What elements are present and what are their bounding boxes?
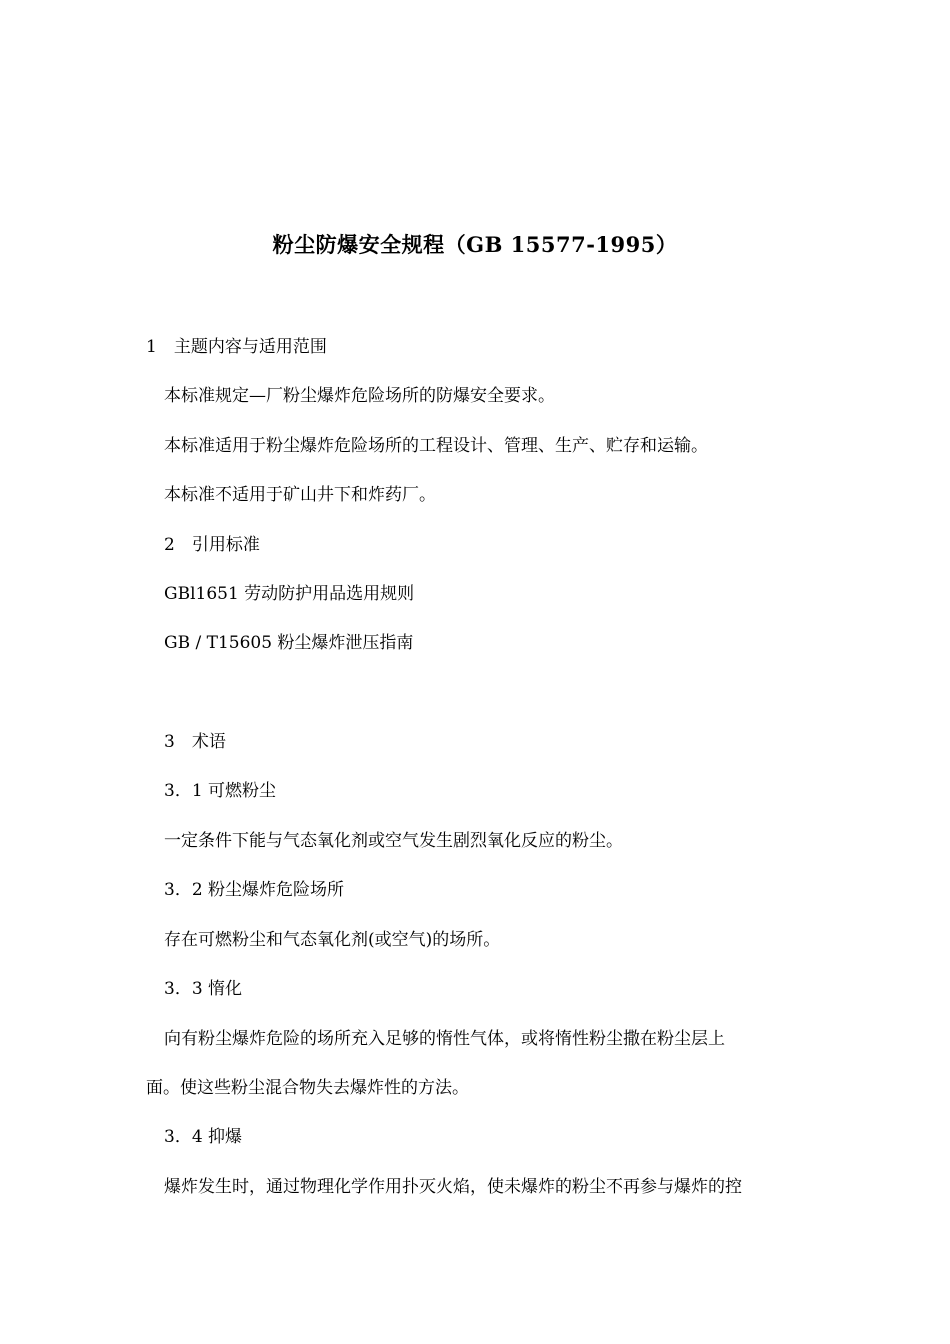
paragraph: 本标准不适用于矿山井下和炸药厂。	[164, 485, 436, 505]
paragraph: 本标准适用于粉尘爆炸危险场所的工程设计、管理、生产、贮存和运输。	[164, 436, 708, 456]
section-1-heading: 1 主题内容与适用范围	[146, 337, 327, 357]
section-2-heading: 2 引用标准	[164, 535, 260, 555]
paragraph: 本标准规定—厂粉尘爆炸危险场所的防爆安全要求。	[164, 386, 555, 406]
document-title: 粉尘防爆安全规程（GB 15577-1995）	[272, 232, 678, 257]
term-definition: 向有粉尘爆炸危险的场所充入足够的惰性气体，或将惰性粉尘撒在粉尘层上	[164, 1029, 725, 1049]
term-definition-continued: 面。使这些粉尘混合物失去爆炸性的方法。	[146, 1078, 469, 1098]
term-heading: 3．4 抑爆	[164, 1127, 243, 1147]
reference-item: GB / T15605 粉尘爆炸泄压指南	[164, 633, 414, 653]
term-definition: 一定条件下能与气态氧化剂或空气发生剧烈氧化反应的粉尘。	[164, 831, 623, 851]
term-heading: 3．1 可燃粉尘	[164, 781, 277, 801]
term-heading: 3．3 惰化	[164, 979, 243, 999]
term-definition: 爆炸发生时，通过物理化学作用扑灭火焰，使未爆炸的粉尘不再参与爆炸的控	[164, 1177, 742, 1197]
section-3-heading: 3 术语	[164, 732, 226, 752]
reference-item: GBl1651 劳动防护用品选用规则	[164, 584, 415, 604]
term-definition: 存在可燃粉尘和气态氧化剂(或空气)的场所。	[164, 930, 501, 950]
term-heading: 3．2 粉尘爆炸危险场所	[164, 880, 345, 900]
